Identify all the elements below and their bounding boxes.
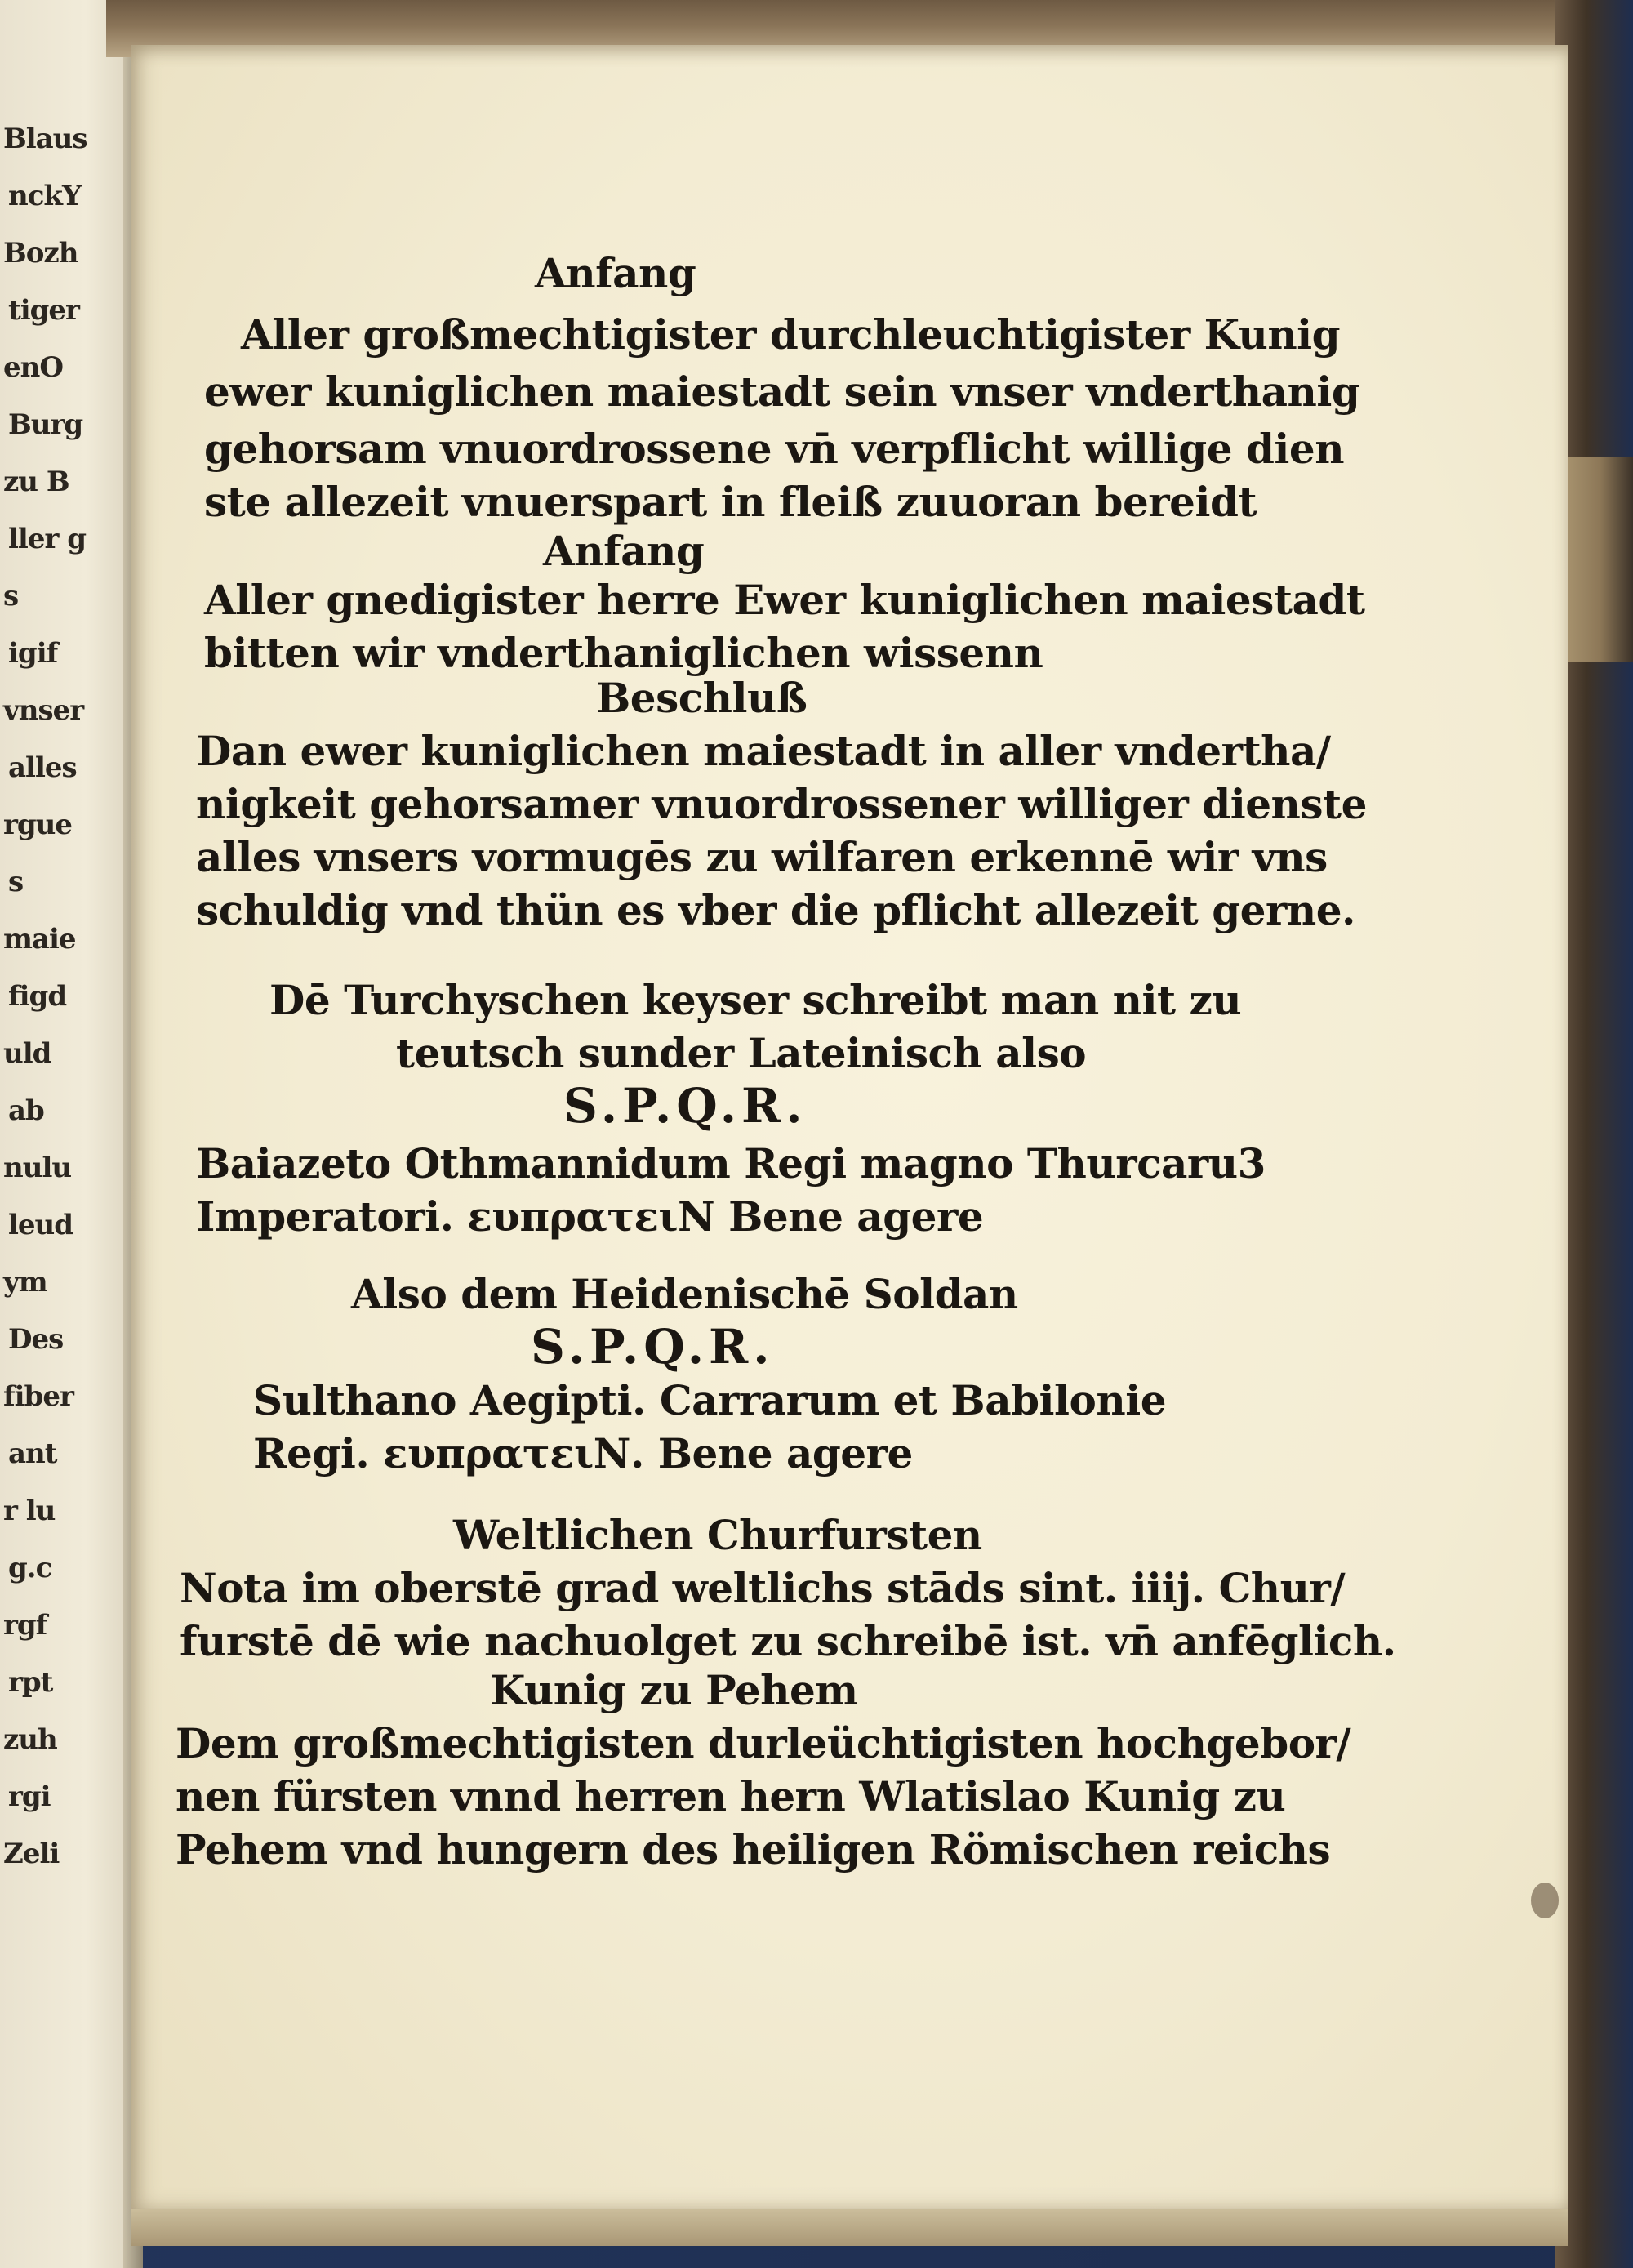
facing-page-fragment: r lu xyxy=(3,1495,56,1527)
text-line: Sulthano Aegipti. Carrarum et Babilonie xyxy=(253,1376,1167,1424)
facing-page-fragment: rgue xyxy=(3,809,73,841)
text-line: Dem großmechtigisten durleüchtigisten hochgebor/ xyxy=(176,1719,1351,1767)
text-line: Regi. ευπρατειΝ. Bene agere xyxy=(253,1429,913,1477)
heading-kunig-zu-pehem: Kunig zu Pehem xyxy=(490,1666,858,1714)
heading-soldan: Also dem Heidenischē Soldan xyxy=(351,1270,1018,1318)
facing-page-fragment: maie xyxy=(3,923,76,956)
facing-page-fragment: rpt xyxy=(8,1666,53,1699)
facing-page-fragment: ller g xyxy=(8,523,86,555)
facing-page-fragment: zu B xyxy=(3,466,69,498)
facing-page-fragment: Blaus xyxy=(3,123,87,155)
facing-page-fragment: leud xyxy=(8,1209,73,1241)
facing-page-fragment: Zeli xyxy=(3,1838,60,1870)
facing-page-fragment: igif xyxy=(8,637,58,670)
facing-page-fragment: zuh xyxy=(3,1723,57,1756)
facing-page-fragment: nulu xyxy=(3,1152,72,1184)
facing-page-fragment: rgi xyxy=(8,1780,51,1813)
facing-page-fragment: Bozh xyxy=(3,237,78,270)
text-line: furstē dē wie nachuolget zu schreibē ist. vn̄ anfēglich. xyxy=(180,1617,1396,1665)
facing-page-fragment: Des xyxy=(8,1323,64,1356)
text-line: nigkeit gehorsamer vnuordrossener williger dienste xyxy=(196,780,1367,828)
facing-page-fragment: s xyxy=(3,580,19,613)
facing-page-fragment: ant xyxy=(8,1437,57,1470)
facing-page-fragment: ab xyxy=(8,1094,44,1127)
spqr-line-1: S.P.Q.R. xyxy=(563,1078,808,1134)
text-line: alles vnsers vormugēs zu wilfaren erkennē wir vns xyxy=(196,833,1328,881)
facing-page-fragment: s xyxy=(8,866,24,898)
heading-weltlichen-churfursten: Weltlichen Churfursten xyxy=(453,1511,982,1559)
heading-beschluss: Beschluß xyxy=(596,674,808,722)
facing-page-fragment: nckY xyxy=(8,180,82,212)
heading-anfang-1: Anfang xyxy=(535,249,696,297)
text-line: nen fürsten vnnd herren hern Wlatislao Kunig zu xyxy=(176,1772,1286,1820)
text-line: ewer kuniglichen maiestadt sein vnser vnderthanig xyxy=(204,368,1360,416)
text-line: Imperatori. ευπρατειΝ Bene agere xyxy=(196,1192,984,1241)
facing-page-fragment: figd xyxy=(8,980,67,1013)
spqr-line-2: S.P.Q.R. xyxy=(531,1319,775,1375)
facing-page-fragment: rgf xyxy=(3,1609,47,1642)
facing-page-fragment: g.c xyxy=(8,1552,52,1584)
text-line: Pehem vnd hungern des heiligen Römischen reichs xyxy=(176,1825,1331,1874)
text-line: teutsch sunder Lateinisch also xyxy=(396,1029,1087,1077)
text-line: bitten wir vnderthaniglichen wissenn xyxy=(204,629,1043,677)
text-line: ste allezeit vnuerspart in fleiß zuuoran bereidt xyxy=(204,478,1257,526)
ink-stain xyxy=(1531,1883,1559,1918)
facing-page-fragment: enO xyxy=(3,351,63,384)
text-line: gehorsam vnuordrossene vn̄ verpflicht willige dien xyxy=(204,425,1345,473)
facing-page-fragment: Burg xyxy=(8,408,83,441)
text-line: Dan ewer kuniglichen maiestadt in aller vndertha/ xyxy=(196,727,1331,775)
text-line: Aller großmechtigister durchleuchtigister Kunig xyxy=(241,310,1341,359)
heading-turkish-emperor: Dē Turchyschen keyser schreibt man nit zu xyxy=(269,976,1242,1024)
facing-page-fragment: vnser xyxy=(3,694,84,727)
text-line: Aller gnedigister herre Ewer kuniglichen maiestadt xyxy=(204,576,1365,624)
facing-page-fragment: alles xyxy=(8,751,77,784)
facing-page-fragment: tiger xyxy=(8,294,79,327)
facing-page-fragment: uld xyxy=(3,1037,51,1070)
text-line: Baiazeto Othmannidum Regi magno Thurcaru3 xyxy=(196,1139,1266,1187)
facing-page-left xyxy=(0,0,143,2268)
text-line: schuldig vnd thün es vber die pflicht allezeit gerne. xyxy=(196,886,1355,934)
main-page xyxy=(131,45,1568,2209)
facing-page-fragment: fiber xyxy=(3,1380,73,1413)
facing-page-fragment: ym xyxy=(3,1266,47,1299)
page-text xyxy=(131,45,1568,2209)
heading-anfang-2: Anfang xyxy=(543,527,705,575)
text-line: Nota im oberstē grad weltlichs stāds sint. iiij. Chur/ xyxy=(180,1564,1346,1612)
